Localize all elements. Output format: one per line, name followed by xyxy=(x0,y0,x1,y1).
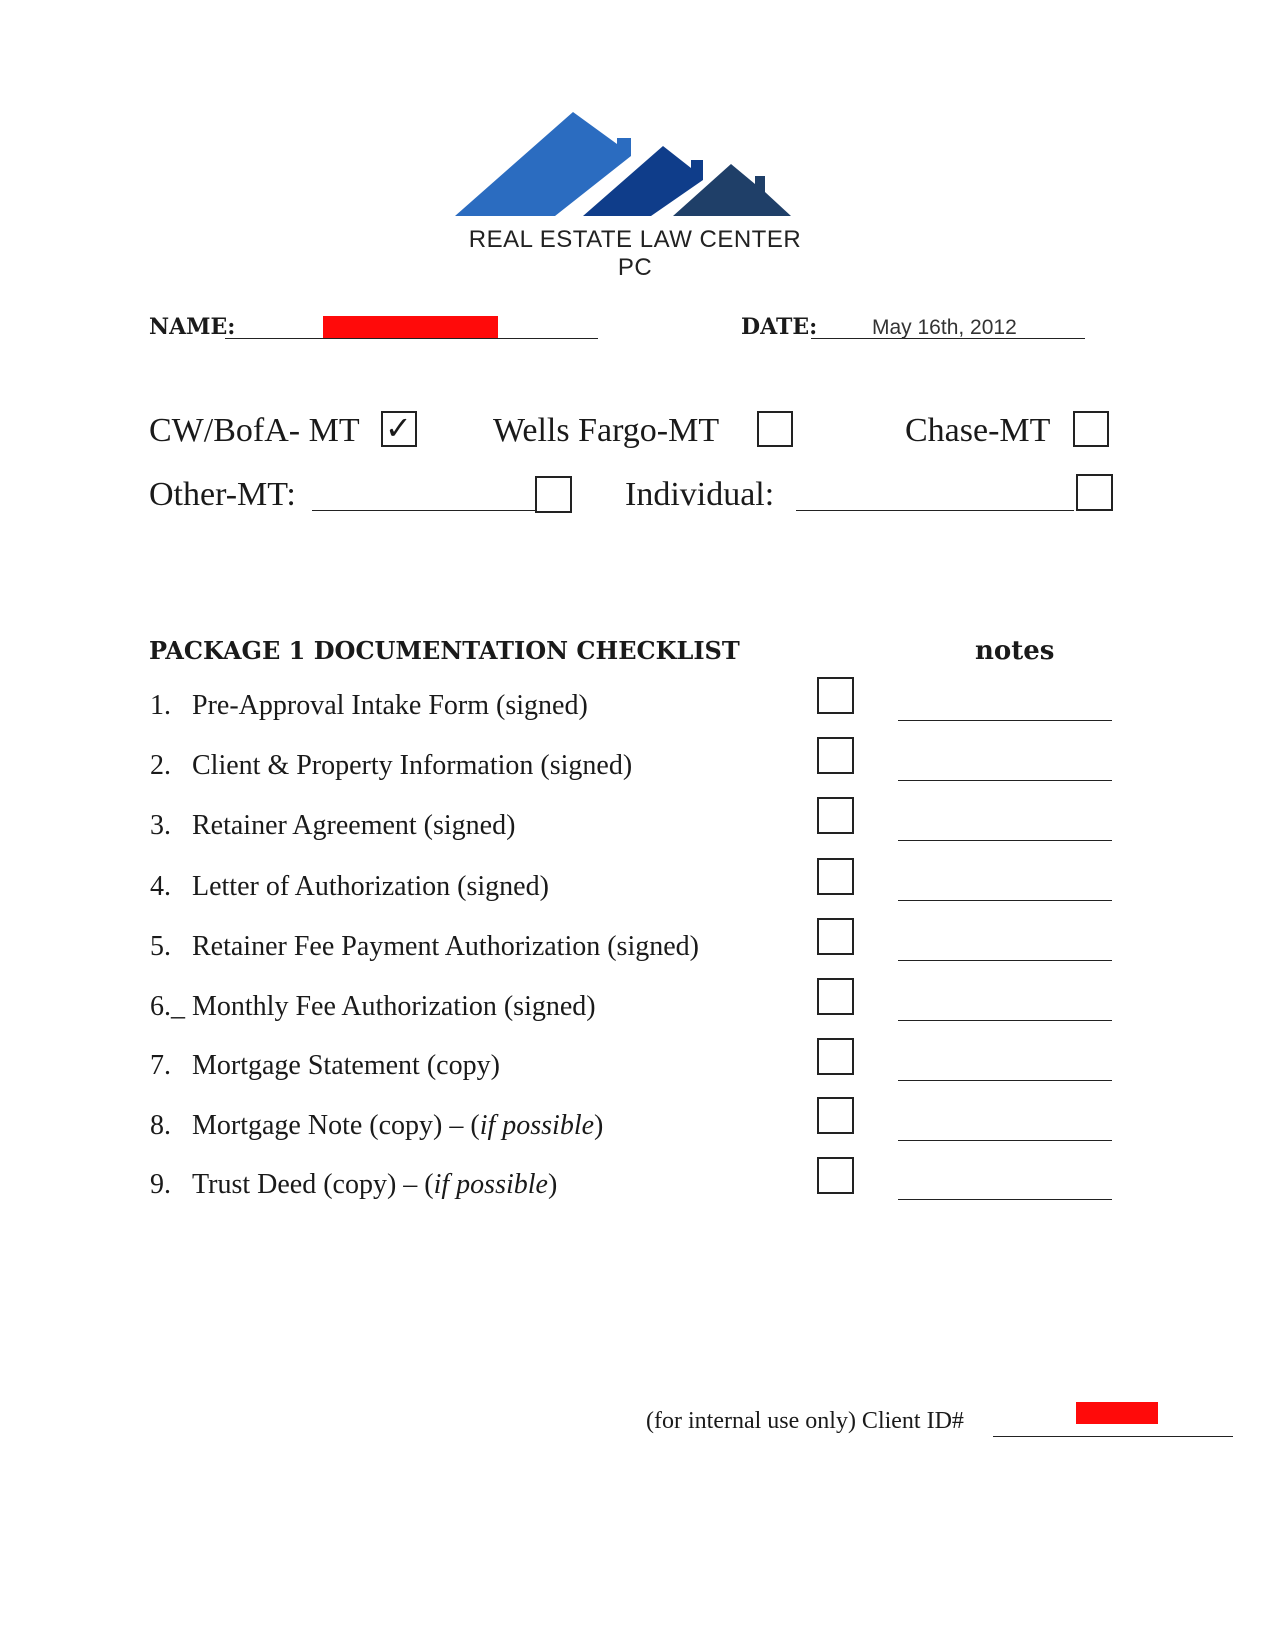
checklist-note-6[interactable] xyxy=(898,1020,1112,1021)
checklist-item-5: 5. Retainer Fee Payment Authorization (signed) xyxy=(150,931,699,962)
name-redaction xyxy=(323,316,498,338)
checklist-note-7[interactable] xyxy=(898,1080,1112,1081)
cw-bofa-checkbox[interactable] xyxy=(381,411,417,447)
other-field[interactable] xyxy=(312,510,536,511)
checklist-note-5[interactable] xyxy=(898,960,1112,961)
checklist-checkbox-6[interactable] xyxy=(817,978,854,1015)
individual-field[interactable] xyxy=(796,510,1074,511)
checklist-checkbox-9[interactable] xyxy=(817,1157,854,1194)
company-name: REAL ESTATE LAW CENTER PC xyxy=(468,226,802,281)
checklist-note-8[interactable] xyxy=(898,1140,1112,1141)
cw-bofa-label: CW/BofA- MT xyxy=(149,412,360,449)
checklist-item-1: 1. Pre-Approval Intake Form (signed) xyxy=(150,690,588,721)
checklist-checkbox-3[interactable] xyxy=(817,797,854,834)
client-id-redaction xyxy=(1076,1402,1158,1424)
wells-fargo-label: Wells Fargo-MT xyxy=(493,412,720,449)
individual-label: Individual: xyxy=(625,476,775,513)
notes-header: notes xyxy=(975,636,1055,666)
wells-fargo-checkbox[interactable] xyxy=(757,411,793,447)
checklist-note-2[interactable] xyxy=(898,780,1112,781)
date-value: May 16th, 2012 xyxy=(872,316,1017,339)
checklist-note-1[interactable] xyxy=(898,720,1112,721)
individual-checkbox[interactable] xyxy=(1076,474,1113,511)
checklist-item-6: 6._ Monthly Fee Authorization (signed) xyxy=(150,991,596,1022)
checklist-checkbox-2[interactable] xyxy=(817,737,854,774)
checklist-item-2: 2. Client & Property Information (signed) xyxy=(150,750,633,781)
checklist-note-3[interactable] xyxy=(898,840,1112,841)
checkmark-icon: ✓ xyxy=(385,409,412,447)
other-checkbox[interactable] xyxy=(535,476,572,513)
checklist-checkbox-1[interactable] xyxy=(817,677,854,714)
checklist-checkbox-8[interactable] xyxy=(817,1097,854,1134)
chase-checkbox[interactable] xyxy=(1073,411,1109,447)
checklist-item-7: 7. Mortgage Statement (copy) xyxy=(150,1050,500,1081)
checklist-checkbox-7[interactable] xyxy=(817,1038,854,1075)
company-logo xyxy=(455,108,815,220)
checklist-item-8: 8. Mortgage Note (copy) – (if possible) xyxy=(150,1110,604,1141)
name-field[interactable] xyxy=(225,338,598,339)
other-label: Other-MT: xyxy=(149,476,296,513)
client-id-label: (for internal use only) Client ID# xyxy=(646,1408,964,1434)
chase-label: Chase-MT xyxy=(905,412,1051,449)
checklist-item-4: 4. Letter of Authorization (signed) xyxy=(150,871,549,902)
checklist-note-4[interactable] xyxy=(898,900,1112,901)
client-id-field[interactable] xyxy=(993,1436,1233,1437)
checklist-checkbox-4[interactable] xyxy=(817,858,854,895)
date-label: DATE: xyxy=(741,314,818,340)
checklist-note-9[interactable] xyxy=(898,1199,1112,1200)
name-label: NAME: xyxy=(149,314,236,340)
checklist-item-3: 3. Retainer Agreement (signed) xyxy=(150,810,516,841)
checklist-title: PACKAGE 1 DOCUMENTATION CHECKLIST xyxy=(149,636,740,665)
checklist-checkbox-5[interactable] xyxy=(817,918,854,955)
checklist-item-9: 9. Trust Deed (copy) – (if possible) xyxy=(150,1169,558,1200)
